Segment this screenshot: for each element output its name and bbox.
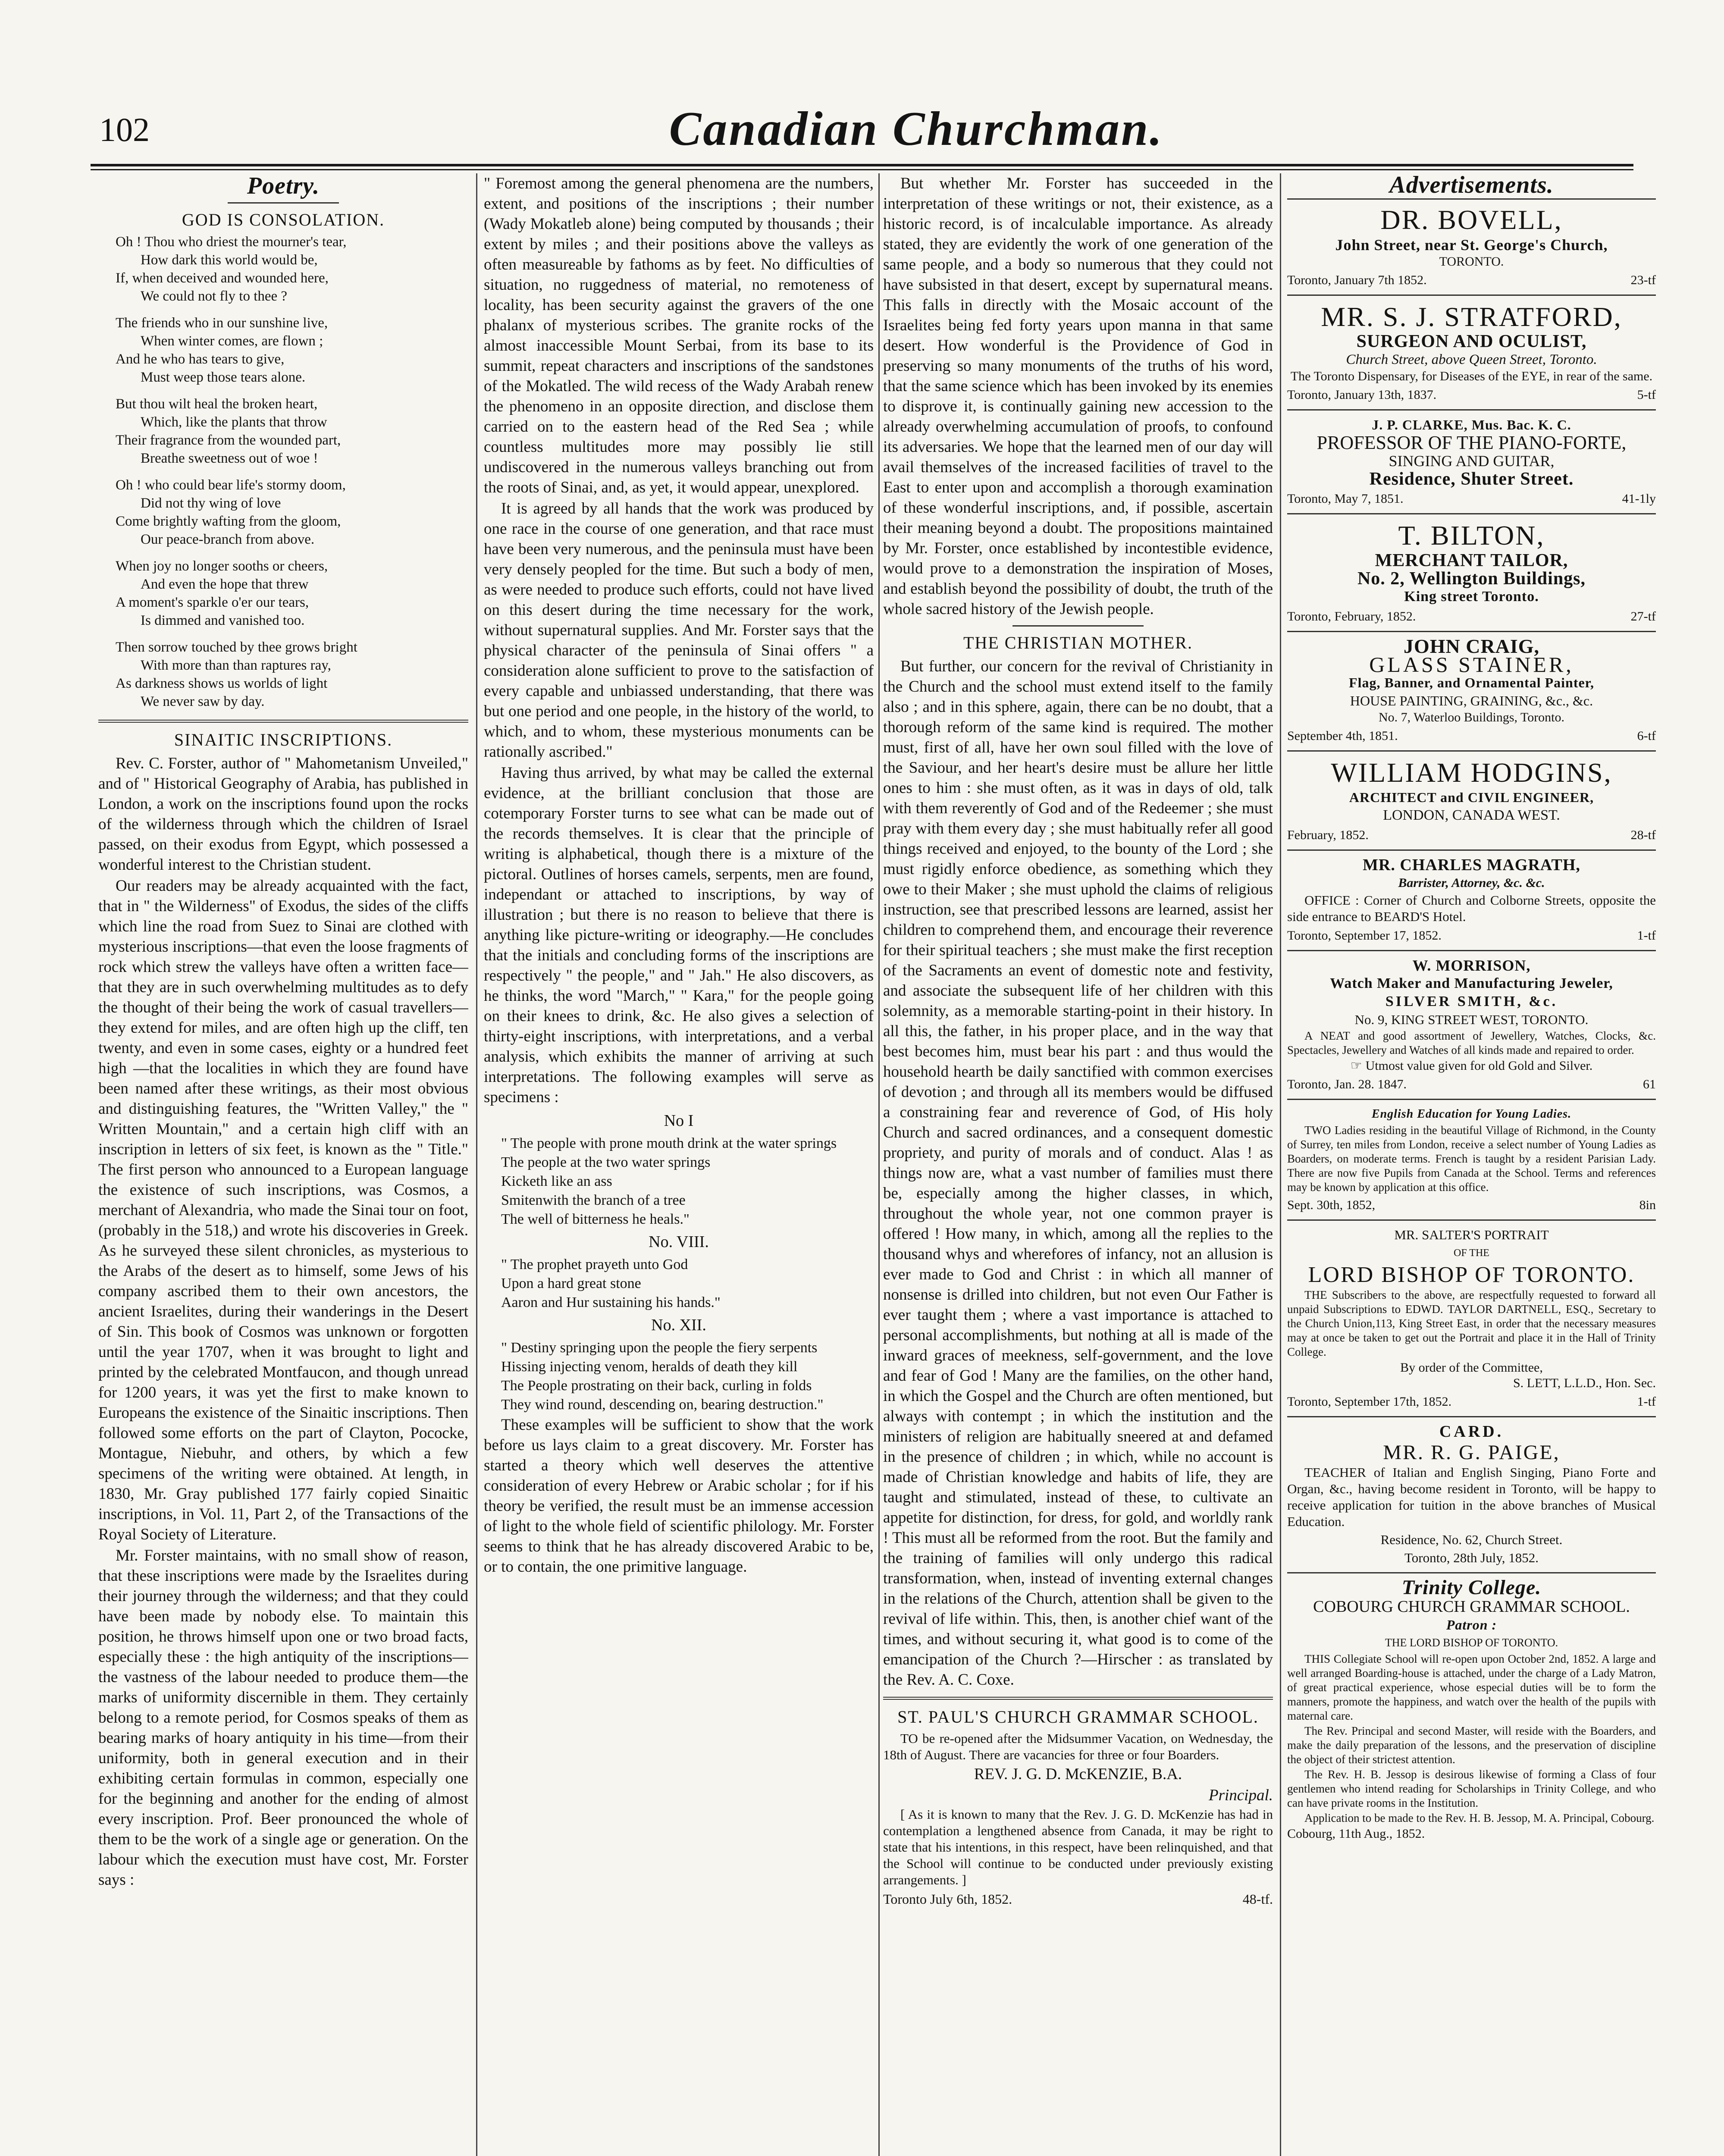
column-2 xyxy=(484,173,874,2156)
example-line: " Destiny springing upon the people the fiery serpents xyxy=(501,1340,818,1356)
divider xyxy=(1012,625,1144,627)
ad-subtitle: SINGING AND GUITAR, xyxy=(1389,452,1555,470)
poem-line: Oh ! who could bear life's stormy doom, xyxy=(116,477,346,493)
ad-title: Trinity College. xyxy=(1401,1576,1542,1599)
ad-trinity xyxy=(1287,1576,1656,1842)
ad-code: 23-tf xyxy=(1630,273,1656,287)
ad-code: 41-1ly xyxy=(1622,492,1656,506)
ad-clarke xyxy=(1287,416,1656,508)
grammar-school-title: ST. PAUL'S CHURCH GRAMMAR SCHOOL. xyxy=(897,1707,1259,1727)
example-heading: No. XII. xyxy=(651,1316,706,1334)
article-ending xyxy=(883,173,1273,619)
poem-line: When winter comes, are flown ; xyxy=(141,333,323,349)
poetry-section-title: Poetry. xyxy=(247,173,320,199)
ad-address: Church Street, above Queen Street, Toronto. xyxy=(1346,352,1597,368)
divider xyxy=(1287,409,1656,411)
ad-address: No. 9, KING STREET WEST, TORONTO. xyxy=(1354,1012,1589,1028)
grammar-school-note: [ As it is known to many that the Rev. J. G. D. McKenzie has had in contemplation a lengthened absence from Canada, it may be right to state that his intentions, in this respect, have been relinquished, and that the School will continue to be conducted under previously existing arrangements. ] xyxy=(883,1807,1273,1887)
poem-line: How dark this world would be, xyxy=(141,252,318,268)
paragraph: Mr. Forster maintains, with no small show of reason, that these inscriptions were made by the Israelites during their journey through the wilderness; and that they could have been made by nobody else. To maintain this position, he throws himself upon one or two broad facts, especially these : the high antiquity of the inscriptions—the vastness of the labour needed to produce them—the marks of uniformity discernible in them. They certainly belong to a remote period, for Cosmos speaks of them as bearing marks of hoary antiquity in his time—from their uniformity, both in general execution and in their exhibiting certain formulas in common, especially one for the beginning and another for the ending of almost every inscription. Prof. Beer pronounced the whole of them to be the work of a single age or generation. On the labour which the execution must have cost, Mr. Forster says : xyxy=(98,1547,468,1889)
ad-title: LORD BISHOP OF TORONTO. xyxy=(1308,1263,1635,1288)
poem-line: As darkness shows us worlds of light xyxy=(116,676,328,691)
example-line: " The people with prone mouth drink at the water springs xyxy=(501,1135,837,1151)
poem-line: The friends who in our sunshine live, xyxy=(116,315,328,331)
ad-title: English Education for Young Ladies. xyxy=(1371,1107,1572,1121)
divider xyxy=(98,720,468,723)
poem-stanza xyxy=(98,395,468,467)
poem xyxy=(98,233,468,710)
paragraph: It is agreed by all hands that the work was produced by one race in the course of one generation, and that race must have been very numerous, and the peninsula must have been very densely peopled for the time. But such a body of men, as were needed to produce such efforts, could not have lived on this desert during the time necessary for the work, without supernatural supplies. And Mr. Forster says that the physical character of the peninsula of Sinai offers " a consideration alone sufficient to prove to the satisfaction of every capable and unbiassed understanding, that there was but one period and one people, in the history of the world, to which, and to whom, these mysterious monuments can be rationally ascribed." xyxy=(484,500,874,761)
column-3 xyxy=(883,173,1273,2156)
divider xyxy=(1287,1416,1656,1417)
ad-craig xyxy=(1287,637,1656,745)
poem-line: Then sorrow touched by thee grows bright xyxy=(116,639,357,655)
ad-education xyxy=(1287,1105,1656,1214)
poem-line: When joy no longer sooths or cheers, xyxy=(116,558,328,574)
ad-patron-label: Patron : xyxy=(1446,1617,1497,1633)
example-line: They wind round, descending on, bearing destruction." xyxy=(501,1397,824,1413)
ad-address: John Street, near St. George's Church, xyxy=(1335,236,1608,254)
article-body xyxy=(98,753,468,1890)
poem-line: And he who has tears to give, xyxy=(116,351,285,367)
divider xyxy=(883,1697,1273,1700)
ad-morrison xyxy=(1287,956,1656,1094)
ad-date: Sept. 30th, 1852, xyxy=(1287,1198,1376,1213)
ad-date: Toronto, 28th July, 1852. xyxy=(1404,1550,1539,1566)
ad-title: SURGEON AND OCULIST, xyxy=(1356,332,1587,352)
ad-date: Toronto, September 17th, 1852. xyxy=(1287,1395,1452,1409)
ad-name: MR. S. J. STRATFORD, xyxy=(1321,301,1622,332)
paragraph: Rev. C. Forster, author of " Mahometanism Unveiled," and of " Historical Geography of Arabia, has published in London, a work on the inscriptions found upon the rocks of the wilderness through which the children of Israel passed, on their exodus from Egypt, which possessed a wonderful interest to the Christian student. xyxy=(98,755,468,874)
divider xyxy=(1287,1572,1656,1573)
divider xyxy=(1287,849,1656,851)
example-line: Smitenwith the branch of a tree xyxy=(501,1192,686,1208)
ad-bovell xyxy=(1287,204,1656,289)
example-line: Kicketh like an ass xyxy=(501,1173,612,1189)
ad-date: Cobourg, 11th Aug., 1852. xyxy=(1287,1827,1425,1841)
grammar-school-code: 48-tf. xyxy=(1242,1891,1273,1907)
ad-code: 1-tf xyxy=(1637,928,1656,943)
divider xyxy=(1287,513,1656,514)
mother-title: THE CHRISTIAN MOTHER. xyxy=(963,633,1193,652)
ad-name: MR. CHARLES MAGRATH, xyxy=(1363,856,1580,874)
ad-title: Barrister, Attorney, &c. &c. xyxy=(1398,876,1545,890)
divider xyxy=(1287,631,1656,632)
poem-title: GOD IS CONSOLATION. xyxy=(182,210,385,229)
poem-line: We never saw by day. xyxy=(141,694,265,709)
divider xyxy=(1287,950,1656,951)
example-line: The People prostrating on their back, curling in folds xyxy=(501,1378,812,1394)
poem-line: But thou wilt heal the broken heart, xyxy=(116,396,318,412)
ad-code: 28-tf xyxy=(1630,828,1656,843)
poem-line: Breathe sweetness out of woe ! xyxy=(141,451,318,466)
pointing-hand-icon: ☞ xyxy=(1350,1059,1362,1073)
ad-code: 5-tf xyxy=(1637,388,1656,402)
ad-hodgins xyxy=(1287,757,1656,845)
ad-line: OF THE xyxy=(1454,1247,1489,1259)
ad-title: MERCHANT TAILOR, xyxy=(1375,550,1568,570)
divider xyxy=(1287,1219,1656,1221)
ad-code: 27-tf xyxy=(1630,609,1656,624)
ad-text: TEACHER of Italian and English Singing, Piano Forte and Organ, &c., having become resident in Toronto, will be happy to receive application for tuition in the above branches of Musical Education. xyxy=(1287,1465,1656,1529)
ad-text: The Rev. H. B. Jessop is desirous likewise of forming a Class of four gentlemen who intend reading for Scholarships in Trinity College, and who can have private rooms in the Institution. xyxy=(1287,1768,1656,1810)
example-heading: No I xyxy=(664,1112,694,1130)
ad-title: PROFESSOR OF THE PIANO-FORTE, xyxy=(1317,432,1627,454)
advertisements-title: Advertisements. xyxy=(1389,173,1554,198)
example-line: Upon a hard great stone xyxy=(501,1275,641,1291)
ad-note: Utmost value given for old Gold and Silver. xyxy=(1365,1059,1593,1073)
ad-title: ARCHITECT and CIVIL ENGINEER, xyxy=(1349,790,1594,805)
ad-text: A NEAT and good assortment of Jewellery, Watches, Clocks, &c. Spectacles, Jewellery and Watches of all kinds made and repaired to order. xyxy=(1287,1029,1656,1057)
divider xyxy=(1287,198,1656,200)
paragraph: Having thus arrived, by what may be called the external evidence, at the brilliant conclusion that those are cotemporary Forster turns to see what can be made out of the records themselves. It is clear that the principle of writing is alphabetical, though there is a mixture of the pictoral. Outlines of horses camels, serpents, men are found, independant or attached to inscriptions, by way of illustration ; but there is no reason to believe that there is anything like picture-writing or ideography.—He concludes that the initials and concluding forms of the inscriptions are respectively " the people," and " Jah." He also discovers, as he thinks, the word "March," " Kara," for the people going on their knees to drink, &c. He also gives a selection of thirty-eight inscriptions, with interpretations, and a verbal analysis, which exhibits the manner of arriving at such interpretations. The following examples will serve as specimens : xyxy=(484,764,874,1106)
ad-address: No. 7, Waterloo Buildings, Toronto. xyxy=(1378,710,1565,724)
ad-code: 61 xyxy=(1643,1077,1656,1092)
ad-portrait xyxy=(1287,1226,1656,1411)
ad-city: King street Toronto. xyxy=(1404,588,1539,605)
ad-text: TWO Ladies residing in the beautiful Village of Richmond, in the County of Surrey, ten miles from London, receive a select number of Young Ladies as Boarders, on moderate terms. French is taught by a resident Parisian Lady. There are now five Pupils from Canada at the School. Terms and references may be known by application at this office. xyxy=(1287,1124,1656,1194)
mother-body xyxy=(883,656,1273,1690)
example-line: The well of bitterness he heals." xyxy=(501,1211,690,1227)
ad-card xyxy=(1287,1423,1656,1567)
poem-line: Come brightly wafting from the gloom, xyxy=(116,514,341,529)
ad-address: No. 2, Wellington Buildings, xyxy=(1357,568,1586,589)
paragraph: These examples will be sufficient to show that the work before us lays claim to a great discovery. Mr. Forster has started a theory which well deserves the attentive consideration of every Hebrew or Arabic scholar ; for if his theory be verified, the result must be an immense accession of light to the whole field of scientific philology. Mr. Forster seems to think that he has already discovered Arabic to be, or to contain, the one primitive language. xyxy=(484,1416,874,1576)
column-divider xyxy=(1280,173,1281,2156)
advertisements-column xyxy=(1287,173,1656,2156)
ad-title: GLASS STAINER, xyxy=(1369,652,1574,677)
header-rule xyxy=(91,164,1633,170)
divider xyxy=(1287,295,1656,296)
poem-line: Which, like the plants that throw xyxy=(141,414,327,430)
ad-date: Toronto, Jan. 28. 1847. xyxy=(1287,1077,1407,1092)
ad-name: WILLIAM HODGINS, xyxy=(1331,757,1612,788)
ad-date: February, 1852. xyxy=(1287,828,1369,843)
ad-date: September 4th, 1851. xyxy=(1287,728,1398,743)
column-1 xyxy=(98,173,468,2156)
poem-line: Is dimmed and vanished too. xyxy=(141,613,305,628)
ad-name: JOHN CRAIG, xyxy=(1403,635,1540,657)
ad-line: HOUSE PAINTING, GRAINING, &c., &c. xyxy=(1350,693,1593,708)
poem-stanza xyxy=(98,639,468,710)
example-line: " The prophet prayeth unto God xyxy=(501,1257,688,1272)
example-heading: No. VIII. xyxy=(649,1233,709,1251)
paragraph: But whether Mr. Forster has succeeded in the interpretation of these writings or not, their existence, as a historic record, is of incalculable importance. As already stated, they are evidently the work of one generation of the same people, and a body so numerous that they could not have subsisted in that desert, except by supernatural means. This falls in directly with the Mosaic account of the Israelites being fed forty years upon manna in that same desert. How wonderful is the Providence of God in preserving so many monuments of the truths of his word, that the same science which has been invoked by its enemies to disprove it, is continually gaining new accession to the already overwhelming accumulation of proofs, to confound its adversaries. We hope that the learned men of our day will avail themselves of the increased facilities of travel to the East to enter upon and accomplish a thorough examination of these wonderful inscriptions, and, if possible, ascertain their meaning beyond a doubt. The propositions maintained by Mr. Forster, once established by incontestible evidence, would prove to a demonstration the inspiration of Moses, and establish beyond the possibility of doubt, the truth of the whole sacred history of the Jewish people. xyxy=(883,175,1273,618)
grammar-school-text: TO be re-opened after the Midsummer Vacation, on Wednesday, the 18th of August. There are vacancies for three or four Boarders. xyxy=(883,1731,1273,1762)
poem-line: If, when deceived and wounded here, xyxy=(116,270,329,286)
ad-city: TORONTO. xyxy=(1439,254,1504,269)
ad-name: DR. BOVELL, xyxy=(1380,204,1563,235)
ad-subtitle: SILVER SMITH, &c. xyxy=(1385,993,1558,1010)
ad-bilton xyxy=(1287,520,1656,626)
ad-code: 6-tf xyxy=(1637,728,1656,743)
paragraph: Our readers may be already acquainted with the fact, that in " the Wilderness" of Exodus, the sides of the cliffs which line the road from Suez to Sinai are clothed with mysterious inscriptions—that even the loose fragments of rock which strew the valleys have often a written face—that they are in such overwhelming multitudes as to defy the thought of their being the work of casual travellers—they extend for miles, and are often high up the cliff, ten twenty, and even in some cases, eighty or a hundred feet high —that the localities in which they are found have been named after these writings, as their most obvious and distinguishing features, the "Written Valley," the " Written Mountain," and a certain high cliff with an inscription in letters of six feet, is known as the " Title." The first person who announced to a European language the existence of such inscriptions, was Cosmos, a merchant of Alexandria, who made the Sinai tour on foot, (probably in the 518,) and wrote his discoveries in Greek. As he surveyed these silent chronicles, as mysterious to the Arabs of the desert as to himself, some Jews of his company ascribed them to their own ancestors, the ancient Israelites, during their wanderings in the Desert of Sin. This book of Cosmos was unknown or forgotten until the year 1707, when it was brought to light and printed by the celebrated Montfaucon, and though unread for 1200 years, it was yet the first to make known to Europeans the existence of the Sinaitic inscriptions. Then followed some efforts on the part of Clayton, Pococke, Montague, Niebuhr, and others, by which a few specimens of the writing were obtained. At length, in 1830, Mr. Gray published 177 fairly copied Sinaitic inscriptions, in Vol. 11, Part 2, of the Transactions of the Royal Society of Literature. xyxy=(98,877,468,1543)
ad-residence: Residence, Shuter Street. xyxy=(1369,469,1574,489)
poem-line: We could not fly to thee ? xyxy=(141,288,288,304)
poem-line: Our peace-branch from above. xyxy=(141,532,315,547)
ad-name: J. P. CLARKE, Mus. Bac. K. C. xyxy=(1372,417,1571,433)
ad-city: LONDON, CANADA WEST. xyxy=(1383,807,1560,824)
ad-date: Toronto, September 17, 1852. xyxy=(1287,928,1442,943)
ad-name: MR. R. G. PAIGE, xyxy=(1383,1441,1560,1464)
ad-date: Toronto, May 7, 1851. xyxy=(1287,492,1404,506)
poem-line: Must weep those tears alone. xyxy=(141,370,306,385)
poem-line: A moment's sparkle o'er our tears, xyxy=(116,595,309,610)
poem-line: With more than than raptures ray, xyxy=(141,658,331,673)
paragraph: But further, our concern for the revival of Christianity in the Church and the school must extend itself to the family also ; and in this sphere, again, there can be no doubt, that a thorough reform of the same kind is required. The mother must, first of all, have her own soul filled with the love of the Saviour, and her heart's desire must be allure her little ones to him : she must often, as it was in days of old, talk with them reverently of God and of the Redeemer ; she must pray with them every day ; she must habitually refer all good things received and enjoyed, to the bounty of the Lord ; she must rigidly enforce obedience, as something which they owe to their Maker ; she must uphold the claims of religious instruction, see that prescribed lessons are learned, assist her children to comprehend them, and encourage their reverence for their spiritual teachers ; she must make the first reception of the Sacraments an event of domestic note and festivity, and associate the subsequent life of her children with this solemnity, as a memorable starting-point in their history. In all this, the father, in his proper place, and in the way that best becomes him, must bear his part : and thus would the household hearth be daily sanctified with common exercises of devotion ; and through all its members would be diffused a constraining fear and reverence of God, of His holy Church and sacred ordinances, and a consequent domestic propriety, and purity of morals and of conduct. Alas ! as things now are, what a vast number of families must there be, especially among the higher classes, in which, throughout the whole year, not one common prayer is offered ! How many, in which, among all the replies to the thousand whys and wherefores of infancy, not an allusion is ever made to God and Christ : in which all manner of nonsense is drilled into children, but not even Our Father is ever taught them ; where a vast importance is attached to personal accomplishments, but nothing at all is made of the inward graces of meekness, self-government, and the love and fear of God ! Many are the families, on the other hand, in which the Gospel and the Church are often mentioned, but always with contempt ; in which the institution and the ministers of religion are habitually sneered at and defamed in the presence of children ; in which, while no account is made of Christian knowledge and habits of life, they are taught and stimulated, instead of these, to cultivate an appetite for distinction, for dress, for gold, and worldly rank ! This must all be reformed from the root. But the family and the training of families will only undergo this radical transformation, when, instead of inventing external changes in the relations of the Church, attention shall be given to the revival of life within. This, then, is another chief want of the times, and without securing it, what good is to come of the emancipation of the Church ?—Hirscher : as translated by the Rev. A. C. Coxe. xyxy=(883,658,1273,1689)
ad-patron: THE LORD BISHOP OF TORONTO. xyxy=(1385,1636,1558,1649)
ad-text: THIS Collegiate School will re-open upon October 2nd, 1852. A large and well arranged Boarding-house is attached, under the charge of a Lady Matron, of great practical experience, whose especial duties will be to form the manners, promote the happiness, and watch over the health of the pupils with maternal care. xyxy=(1287,1652,1656,1723)
ad-date: Toronto, February, 1852. xyxy=(1287,609,1416,624)
ad-name: W. MORRISON, xyxy=(1412,957,1531,975)
ad-text: The Toronto Dispensary, for Diseases of the EYE, in rear of the same. xyxy=(1290,369,1653,384)
poem-stanza xyxy=(98,476,468,548)
masthead: Canadian Churchman. xyxy=(669,102,1164,156)
divider xyxy=(1287,1099,1656,1100)
poem-stanza xyxy=(98,233,468,305)
ad-stratford xyxy=(1287,301,1656,404)
ad-magrath xyxy=(1287,856,1656,945)
ad-code: 1-tf xyxy=(1637,1395,1656,1409)
ad-title: CARD. xyxy=(1439,1423,1504,1441)
ad-date: Toronto, January 13th, 1837. xyxy=(1287,388,1437,402)
ad-order: By order of the Committee, xyxy=(1400,1360,1543,1375)
column-divider xyxy=(476,173,477,2156)
example-line: Hissing injecting venom, heralds of death they kill xyxy=(501,1359,798,1375)
grammar-school-role: Principal. xyxy=(1208,1786,1273,1804)
poem-line: And even the hope that threw xyxy=(141,577,309,592)
ad-text: Application to be made to the Rev. H. B. Jessop, M. A. Principal, Cobourg. xyxy=(1304,1811,1655,1825)
ad-code: 8in xyxy=(1639,1198,1656,1213)
divider xyxy=(228,202,339,204)
divider xyxy=(1287,750,1656,752)
poem-line: Oh ! Thou who driest the mourner's tear, xyxy=(116,234,347,250)
article-continued xyxy=(484,173,874,1577)
poem-line: Their fragrance from the wounded part, xyxy=(116,432,341,448)
column-divider xyxy=(878,173,880,2156)
grammar-school-signature: REV. J. G. D. McKENZIE, B.A. xyxy=(974,1765,1182,1783)
paragraph: " Foremost among the general phenomena are the numbers, extent, and positions of the inscriptions ; their number (Wady Mokatleb alone) being computed by thousands ; their extent by miles ; and their positions above the valleys as often measureable by fathoms as by feet. No difficulties of situation, no ruggedness of material, no remoteness of locality, has been security against the gravers of the one phalanx of mysterious scribes. The granite rocks of the almost inaccessible Mount Serbai, from its base to its summit, repeat characters and inscriptions of the sandstones of the Mokatled. The wild recess of the Wady Arabah renew the phenomeno in an opposite direction, and disclose them carried on to the eastern head of the Red Sea ; while countless multitudes more may possibly lie still undiscovered in the numerous valleys branching out from the roots of Sinai, and, as yet, it would appear, unexplored. xyxy=(484,175,874,496)
ad-name: T. BILTON, xyxy=(1398,520,1545,551)
poem-stanza xyxy=(98,558,468,629)
ad-date: Toronto, January 7th 1852. xyxy=(1287,273,1427,287)
ad-text: THE Subscribers to the above, are respectfully requested to forward all unpaid Subscriptions to EDWD. TAYLOR DARTNELL, ESQ., Secretary to the Church Union,113, King Street East, in order that the necessary measures may at once be taken to get out the Portrait and place it in the Hall of Trinity College. xyxy=(1287,1288,1656,1359)
example-line: Aaron and Hur sustaining his hands." xyxy=(501,1294,721,1310)
ad-text: The Rev. Principal and second Master, will reside with the Boarders, and make the daily preparation of the lessons, and the preservation of discipline the object of their strictest attention. xyxy=(1287,1724,1656,1766)
ad-title: Watch Maker and Manufacturing Jeweler, xyxy=(1330,975,1613,992)
poem-stanza xyxy=(98,314,468,386)
grammar-school-dateline: Toronto July 6th, 1852. xyxy=(883,1891,1012,1907)
example-line: The people at the two water springs xyxy=(501,1154,711,1170)
ad-residence: Residence, No. 62, Church Street. xyxy=(1380,1532,1563,1548)
poem-line: Did not thy wing of love xyxy=(141,495,281,511)
article-title: SINAITIC INSCRIPTIONS. xyxy=(174,730,393,749)
page-number: 102 xyxy=(99,111,150,148)
ad-line: Flag, Banner, and Ornamental Painter, xyxy=(1349,674,1594,690)
ad-line: MR. SALTER'S PORTRAIT xyxy=(1394,1227,1549,1243)
ad-text: OFFICE : Corner of Church and Colborne Streets, opposite the side entrance to BEARD'S Hotel. xyxy=(1287,893,1656,924)
ad-signature: S. LETT, L.L.D., Hon. Sec. xyxy=(1513,1376,1656,1391)
ad-school: COBOURG CHURCH GRAMMAR SCHOOL. xyxy=(1313,1598,1630,1616)
